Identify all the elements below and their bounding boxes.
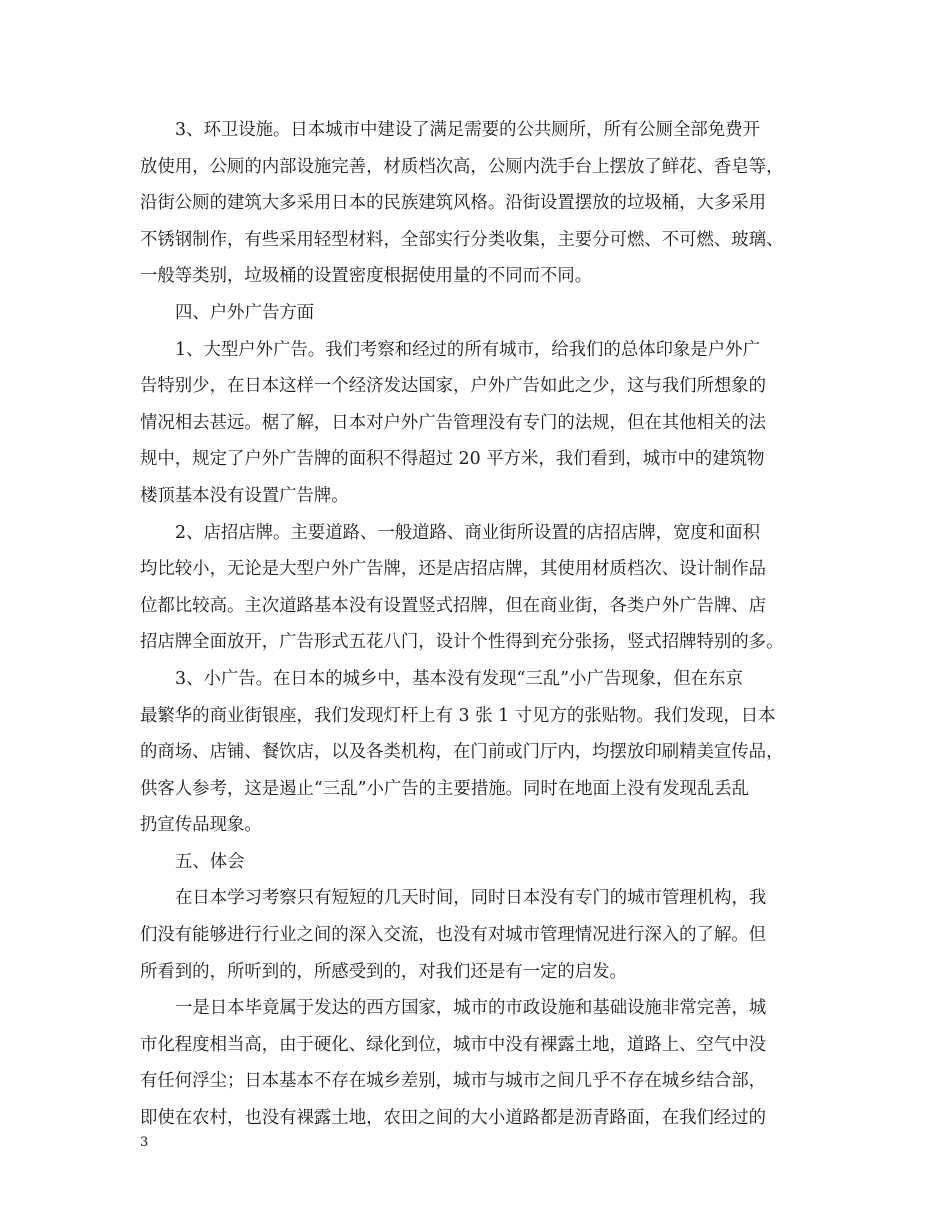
- text-line: 一是日本毕竟属于发达的西方国家，城市的市政设施和基础设施非常完善，城: [175, 998, 767, 1019]
- text-line: 沿街公厕的建筑大多采用日本的民族建筑风格。沿街设置摆放的垃圾桶，大多采用: [140, 193, 767, 214]
- text-line: 一般等类别，垃圾桶的设置密度根据使用量的不同而不同。: [140, 266, 593, 287]
- text-line: 告特别少，在日本这样一个经济发达国家，户外广告如此之少，这与我们所想象的: [140, 376, 767, 397]
- text-line: 四、户外广告方面: [175, 302, 315, 323]
- text-line: 五、体会: [175, 851, 245, 872]
- text-line: 扔宣传品现象。: [140, 815, 262, 836]
- text-line: 放使用，公厕的内部设施完善，材质档次高，公厕内洗手台上摆放了鲜花、香皂等，: [140, 156, 784, 177]
- text-line: 最繁华的商业街银座，我们发现灯杆上有 3 张 1 寸见方的张贴物。我们发现，日本: [140, 705, 776, 726]
- text-line: 2、店招店牌。主要道路、一般道路、商业街所设置的店招店牌，宽度和面积: [175, 522, 760, 543]
- text-line: 情况相去甚远。椐了解，日本对户外广告管理没有专门的法规，但在其他相关的法: [140, 412, 767, 433]
- text-line: 招店牌全面放开，广告形式五花八门，设计个性得到充分张扬，竖式招牌特别的多。: [140, 632, 784, 653]
- text-line: 的商场、店铺、餐饮店，以及各类机构，在门前或门厅内，均摆放印刷精美宣传品，: [140, 742, 784, 763]
- text-line: 均比较小，无论是大型户外广告牌，还是店招店牌，其使用材质档次、设计制作品: [140, 559, 767, 580]
- page-number: 3: [140, 1135, 149, 1150]
- text-line: 规中，规定了户外广告牌的面积不得超过 20 平方米，我们看到，城市中的建筑物: [140, 449, 765, 470]
- text-line: 位都比较高。主次道路基本没有设置竖式招牌，但在商业街，各类户外广告牌、店: [140, 595, 767, 616]
- text-line: 在日本学习考察只有短短的几天时间，同时日本没有专门的城市管理机构，我: [175, 888, 767, 909]
- text-line: 3、环卫设施。日本城市中建设了满足需要的公共厕所，所有公厕全部免费开: [175, 120, 760, 140]
- text-line: 所看到的，所听到的，所感受到的，对我们还是有一定的启发。: [140, 961, 627, 982]
- text-line: 即使在农村，也没有裸露土地，农田之间的大小道路都是沥青路面，在我们经过的: [140, 1108, 767, 1129]
- text-line: 供客人参考，这是遏止“三乱”小广告的主要措施。同时在地面上没有发现乱丢乱: [140, 778, 750, 799]
- text-line: 1、大型户外广告。我们考察和经过的所有城市，给我们的总体印象是户外广: [175, 339, 760, 360]
- text-line: 市化程度相当高，由于硬化、绿化到位，城市中没有裸露土地，道路上、空气中没: [140, 1034, 767, 1055]
- text-line: 有任何浮尘；日本基本不存在城乡差别，城市与城市之间几乎不存在城乡结合部，: [140, 1071, 767, 1092]
- text-line: 们没有能够进行行业之间的深入交流，也没有对城市管理情况进行深入的了解。但: [140, 925, 767, 946]
- body-text: [140, 112, 820, 1137]
- text-line: 3、小广告。在日本的城乡中，基本没有发现“三乱”小广告现象，但在东京: [175, 668, 743, 689]
- text-line: 楼顶基本没有设置广告牌。: [140, 485, 349, 506]
- text-line: 不锈钢制作，有些采用轻型材料，全部实行分类收集，主要分可燃、不可燃、玻璃、: [140, 229, 784, 250]
